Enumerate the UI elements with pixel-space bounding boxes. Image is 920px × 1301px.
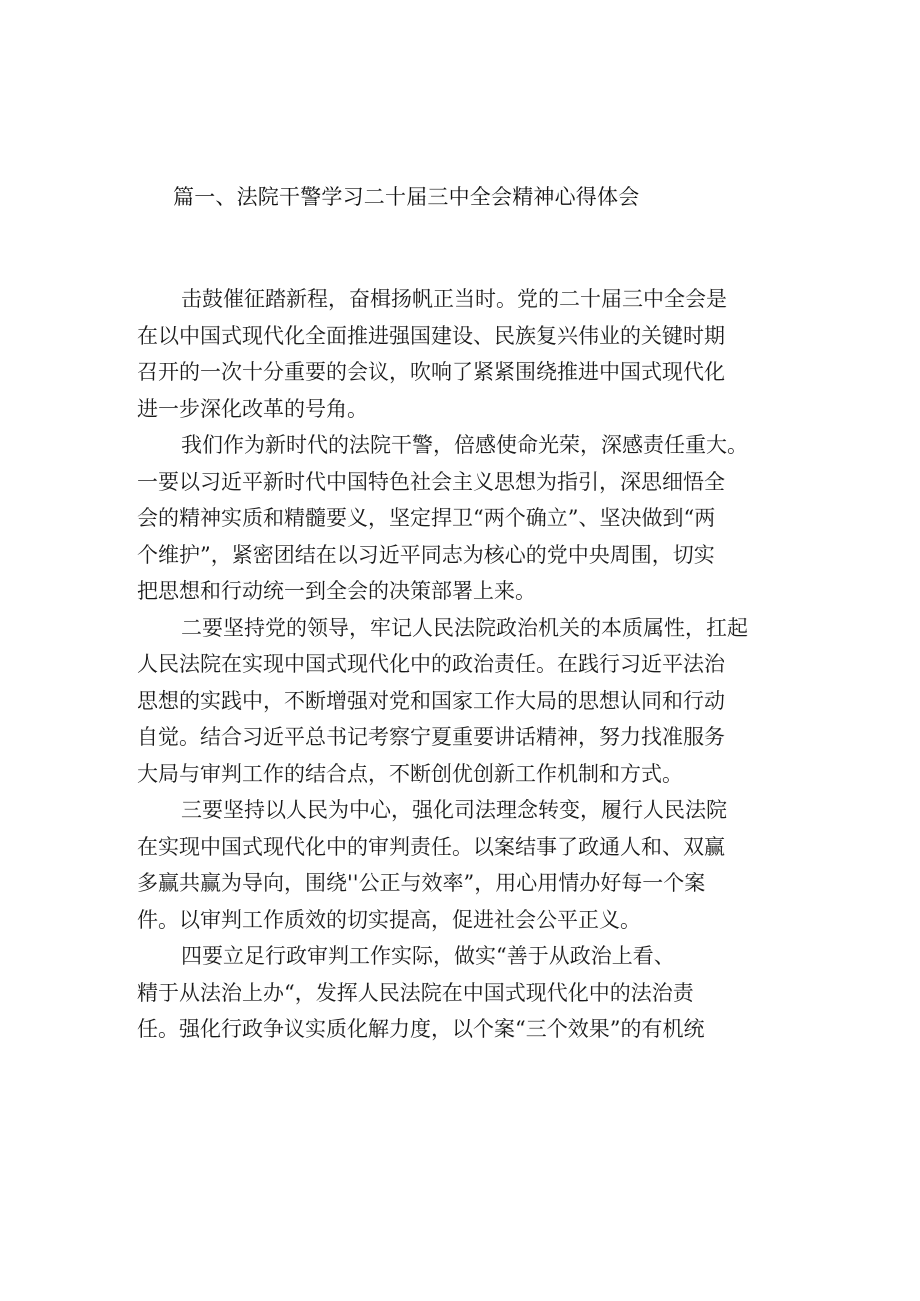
body-text-line: 我们作为新时代的法院干警，倍感使命光荣，深感责任重大。 xyxy=(181,433,748,457)
body-text-line: 多赢共赢为导向，围绕''公正与效率”，用心用情办好每一个案 xyxy=(137,871,706,895)
body-text-line: 三要坚持以人民为中心，强化司法理念转变，履行人民法院 xyxy=(181,798,727,822)
body-text-line: 在实现中国式现代化中的审判责任。以案结事了政通人和、双赢 xyxy=(137,834,725,859)
body-text-line: 大局与审判工作的结合点，不断创优创新工作机制和方式。 xyxy=(137,761,683,786)
body-text-line: 思想的实践中，不断增强对党和国家工作大局的思想认同和行动 xyxy=(137,688,725,713)
body-text-line: 击鼓催征踏新程，奋楫扬帆正当时。党的二十届三中全会是 xyxy=(181,287,727,311)
body-text-line: 任。强化行政争议实质化解力度，以个案“三个效果”的有机统 xyxy=(137,1017,705,1041)
body-text-line: 进一步深化改革的号角。 xyxy=(137,396,368,421)
body-text-line: 召开的一次十分重要的会议，吹响了紧紧围绕推进中国式现代化 xyxy=(137,360,725,384)
document-title: 篇一、法院干警学习二十届三中全会精神心得体会 xyxy=(173,185,640,209)
body-text-line: 自觉。结合习近平总书记考察宁夏重要讲话精神，努力找准服务 xyxy=(137,725,725,749)
body-text-line: 四要立足行政审判工作实际，做实“善于从政治上看、 xyxy=(181,944,675,968)
body-text-line: 一要以习近平新时代中国特色社会主义思想为指引，深思细悟全 xyxy=(137,469,725,494)
body-text-line: 人民法院在实现中国式现代化中的政治责任。在践行习近平法治 xyxy=(137,652,725,676)
body-text-line: 件。以审判工作质效的切实提高，促进社会公平正义。 xyxy=(137,907,641,932)
body-text-line: 在以中国式现代化全面推进强国建设、民族复兴伟业的关键时期 xyxy=(137,323,725,348)
body-text-line: 个维护”，紧密团结在以习近平同志为核心的党中央周围，切实 xyxy=(137,542,715,567)
body-text-line: 会的精神实质和精髓要义，坚定捍卫“两个确立”、坚决做到“两 xyxy=(137,506,716,530)
body-text-line: 二要坚持党的领导，牢记人民法院政治机关的本质属性，扛起 xyxy=(181,615,748,640)
body-text-line: 精于从法治上办“，发挥人民法院在中国式现代化中的法治责 xyxy=(137,980,694,1005)
document-body xyxy=(137,281,789,1048)
body-text-line: 把思想和行动统一到全会的决策部署上来。 xyxy=(137,579,536,603)
